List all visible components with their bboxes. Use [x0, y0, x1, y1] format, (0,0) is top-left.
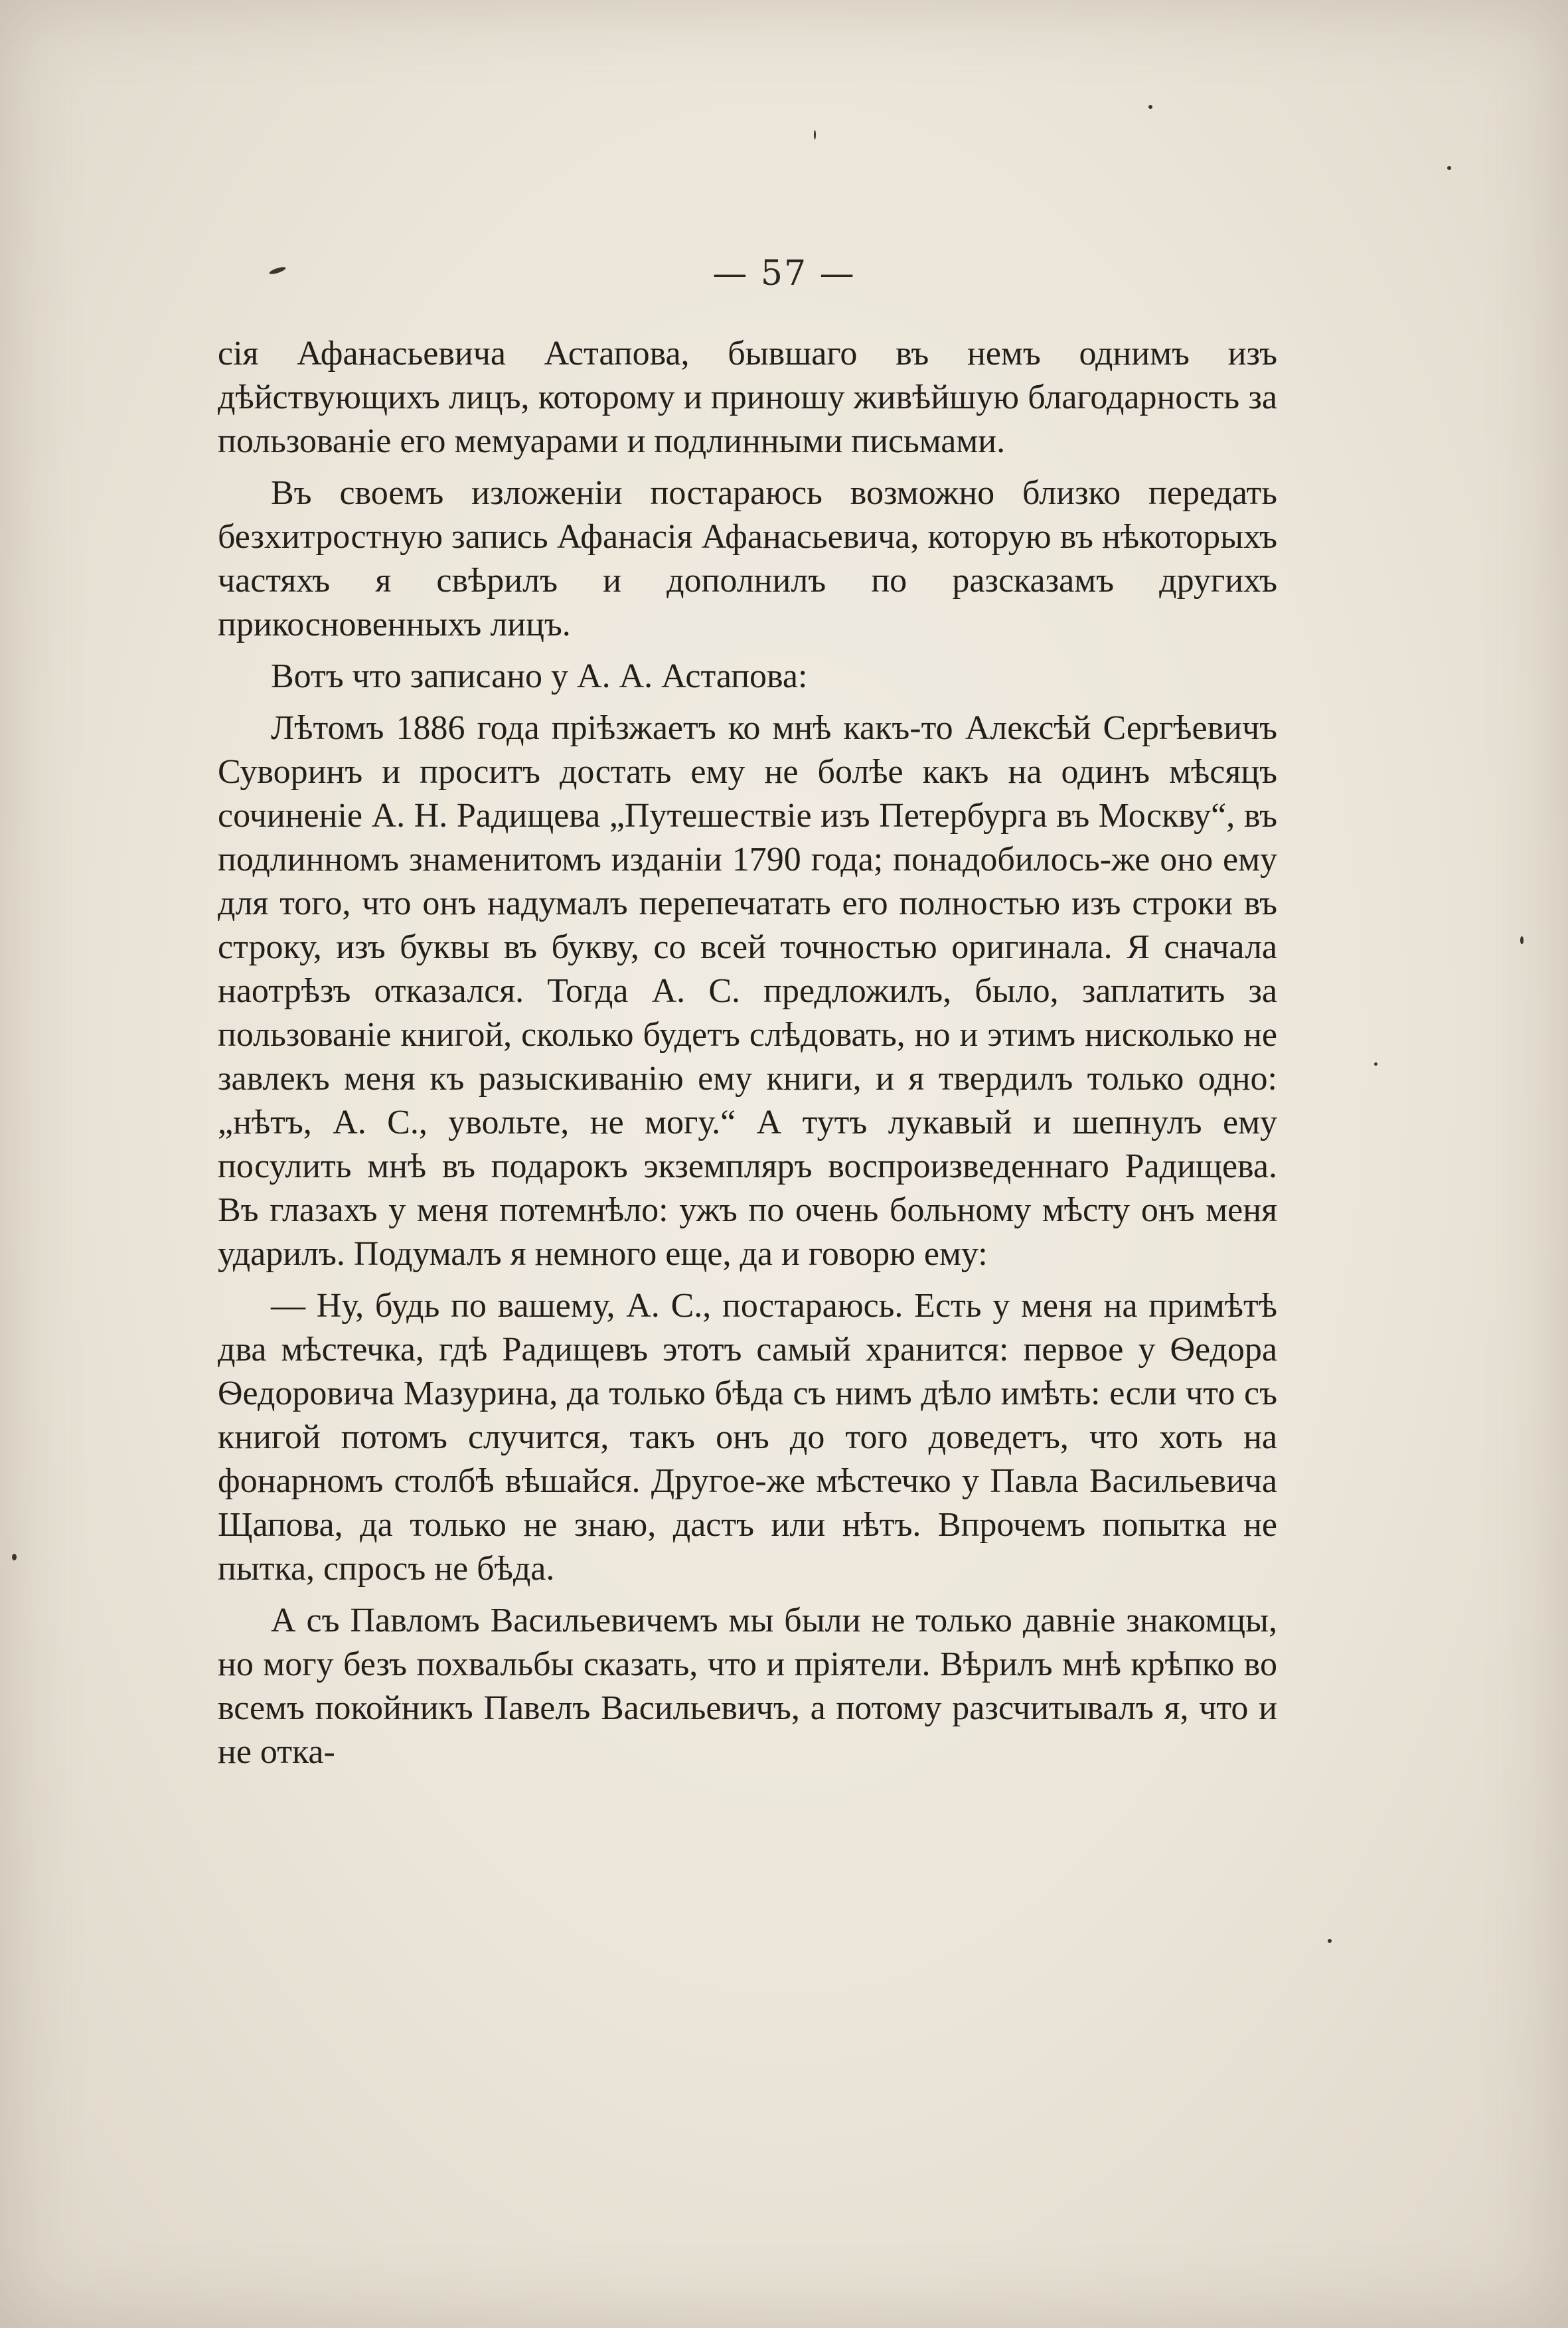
ink-speck — [814, 130, 816, 139]
paragraph: А съ Павломъ Васильевичемъ мы были не только давніе знакомцы, но могу безъ похвальбы сказать, что и пріятели. Вѣрилъ мнѣ крѣпко во всемъ покойникъ Павелъ Васильевичъ, а потому разсчитывалъ я, что и не отка- — [218, 1602, 1277, 1771]
page-number: — 57 — — [712, 254, 856, 293]
paragraph: Вотъ что записано у А. А. Астапова: — [271, 657, 808, 695]
ink-speck — [1447, 166, 1451, 170]
body-text — [218, 332, 1277, 1782]
paragraph: Въ своемъ изложеніи постараюсь возможно близко передать безхитростную запись Афанасія Афанасьевича, которую въ нѣкоторыхъ частяхъ я свѣрилъ и дополнилъ по разсказамъ другихъ прикосновенныхъ лицъ. — [218, 474, 1277, 643]
paragraph: Лѣтомъ 1886 года пріѣзжаетъ ко мнѣ какъ-то Алексѣй Сергѣевичъ Суворинъ и проситъ достать ему не болѣе какъ на одинъ мѣсяцъ сочиненіе А. Н. Радищева „Путешествіе изъ Петербурга въ Москву“, въ подлинномъ знаменитомъ изданіи 1790 года; понадобилось-же оно ему для того, что онъ надумалъ перепечатать его полностью изъ строки въ строку, изъ буквы въ букву, со всей точностью оригинала. Я сначала наотрѣзъ отказался. Тогда А. С. предложилъ, было, заплатить за пользованіе книгой, сколько будетъ слѣдовать, но и этимъ нисколько не завлекъ меня къ разыскиванію ему книги, и я твердилъ только одно: „нѣтъ, А. С., увольте, не могу.“ А тутъ лукавый и шепнулъ ему посулить мнѣ въ подарокъ экземпляръ воспроизведеннаго Радищева. Въ глазахъ у меня потемнѣло: ужъ по очень больному мѣсту онъ меня ударилъ. Подумалъ я немного еще, да и говорю ему: — [218, 709, 1277, 1273]
paragraph: сія Афанасьевича Астапова, бывшаго въ немъ однимъ изъ дѣйствующихъ лицъ, которому и приношу живѣйшую благодарность за пользованіе его мемуарами и подлинными письмами. — [218, 335, 1277, 460]
ink-speck — [1148, 105, 1152, 109]
ink-speck — [12, 1554, 17, 1560]
ink-speck — [1520, 936, 1524, 944]
ink-speck — [1328, 1939, 1332, 1943]
paragraph: — Ну, будь по вашему, А. С., постараюсь. Есть у меня на примѣтѣ два мѣстечка, гдѣ Радищевъ этотъ самый хранится: первое у Ѳедора Ѳедоровича Мазурина, да только бѣда съ нимъ дѣло имѣть: если что съ книгой потомъ случится, такъ онъ до того доведетъ, что хоть на фонарномъ столбѣ вѣшайся. Другое-же мѣстечко у Павла Васильевича Щапова, да только не знаю, дастъ или нѣтъ. Впрочемъ попытка не пытка, спросъ не бѣда. — [218, 1287, 1277, 1588]
ink-speck — [1374, 1062, 1377, 1066]
